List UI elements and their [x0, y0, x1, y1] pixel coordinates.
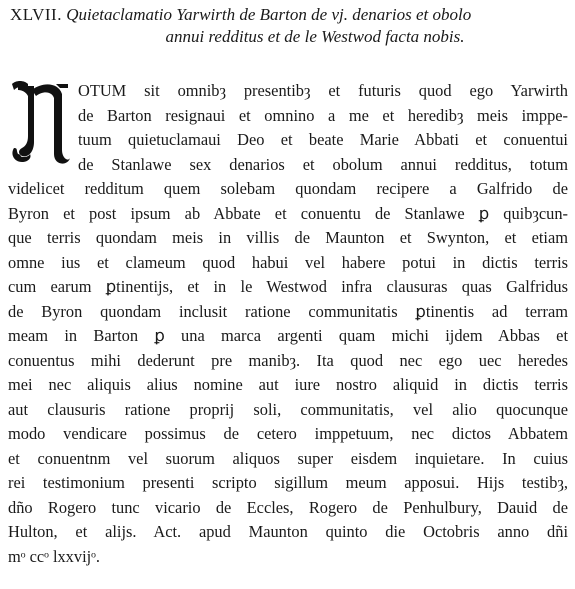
- body-line-5: videlicet redditum quem solebam quondam recipere a Galfrido de: [8, 179, 568, 198]
- body-line-17: rei testimonium presenti scripto sigillum meum apposui. Hijs testibȝ,: [8, 473, 568, 492]
- body-line-11: meam in Barton ꝑ una marca argenti quam michi ijdem Abbas et: [8, 326, 568, 345]
- body-line-9: cum earum ꝑtinentijs, et in le Westwod infra clausuras quas Galfridus: [8, 277, 568, 296]
- body-line-8: omne ius et clameum quod habui vel habere potui in dictis terris: [8, 252, 568, 272]
- body-line-15: modo vendicare possimus de cetero imppetuum, nec dictos Abbatem: [8, 424, 568, 443]
- body-line-19: Hulton, et alijs. Act. apud Maunton quinto die Octobris anno dñi: [8, 522, 568, 541]
- body-line-13: mei nec aliquis alius nomine aut iure nostro aliquid in dictis terris: [8, 375, 568, 394]
- body-line-7: que terris quondam meis in villis de Maunton et Swynton, et etiam: [8, 228, 568, 247]
- body-line-12: conuentus mihi dederunt pre manibȝ. Ita quod nec ego uec heredes: [8, 350, 568, 370]
- charter-heading: [10, 4, 570, 48]
- body-line-2: de Barton resignaui et omnino a me et heredibȝ meis imppe-: [78, 105, 568, 125]
- body-line-4: de Stanlawe sex denarios et obolum annui redditus, totum: [78, 154, 568, 174]
- charter-body: [8, 79, 568, 569]
- body-line-6: Byron et post ipsum ab Abbate et conuentu de Stanlawe ꝑ quibȝcun-: [8, 203, 568, 223]
- body-line-1: OTUM sit omnibȝ presentibȝ et futuris quod ego Yarwirth: [78, 81, 568, 100]
- charter-title-line2: annui redditus et de le Westwod facta nobis.: [165, 27, 465, 46]
- body-line-20: mᵒ ccᵒ lxxvijᵒ.: [8, 546, 101, 566]
- body-line-18: dño Rogero tunc vicario de Eccles, Rogero de Penhulbury, Dauid de: [8, 497, 568, 517]
- body-line-10: de Byron quondam inclusit ratione communitatis ꝑtinentis ad terram: [8, 301, 568, 321]
- body-line-14: aut clausuris ratione proprij soli, communitatis, vel alio quocunque: [8, 399, 568, 419]
- charter-number: XLVII.: [10, 5, 62, 24]
- body-line-3: tuum quietuclamaui Deo et beate Marie Abbati et conuentui: [78, 130, 568, 149]
- body-line-16: et conuentnm vel suorum aliquos super eisdem inquietare. In cuius: [8, 448, 568, 468]
- charter-title-line1: Quietaclamatio Yarwirth de Barton de vj. denarios et obolo: [66, 5, 472, 24]
